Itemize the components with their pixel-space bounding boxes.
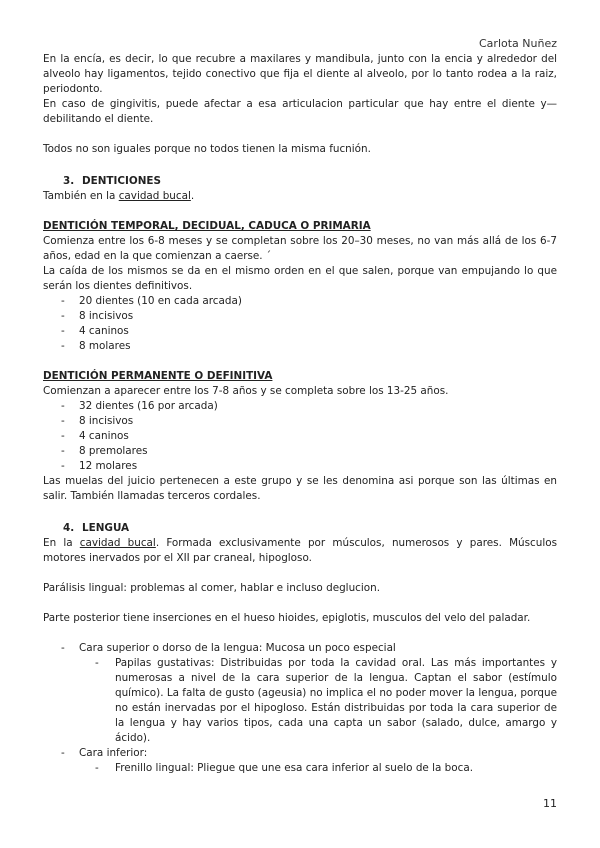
section-heading-denticiones	[43, 174, 557, 189]
temporal-list	[43, 294, 557, 354]
list-item: - 4 caninos	[61, 324, 557, 339]
lengua-paragraph-posterior: Parte posterior tiene inserciones en el hueso hioides, epiglotis, musculos del velo del paladar.	[43, 612, 531, 624]
intro-paragraph-periodonto: En la encía, es decir, lo que recubre a maxilares y mandibula, junto con la encia y alrededor del alveolo hay ligamentos, tejido conectivo que fija el diente al alveolo, por lo tanto rodea a la raiz, periodonto.	[43, 53, 557, 95]
header-author: Carlota Nuñez	[479, 37, 557, 50]
list-item: - 8 molares	[61, 339, 557, 354]
intro-suffix: . Formada exclusivamente por músculos, numerosos y pares. Músculos motores inervados por el XII par craneal, hipogloso.	[43, 537, 557, 564]
list-item-frenillo: - Frenillo lingual: Pliegue que une esa cara inferior al suelo de la boca.	[95, 761, 557, 776]
lengua-paragraph-paralisis: Parálisis lingual: problemas al comer, hablar e incluso deglucion.	[43, 582, 380, 594]
page-content	[43, 52, 557, 776]
page-number: 11	[543, 797, 557, 810]
section-number: 3.	[63, 175, 75, 187]
subheading-temporal: DENTICIÓN TEMPORAL, DECIDUAL, CADUCA O PRIMARIA	[43, 220, 371, 232]
cara-inferior-sublist	[79, 761, 557, 776]
intro-text: En la	[43, 537, 80, 549]
cavidad-bucal-link[interactable]: cavidad bucal	[118, 190, 191, 202]
list-item-papilas: - Papilas gustativas: Distribuidas por toda la cavidad oral. Las más importantes y numerosas a nivel de la cara superior de la lengua. Captan el sabor (estímulo químico). La falta de gusto (ageusia) no implica el no poder mover la lengua, porque no están inervadas por el hipogloso. Están distribuidas por toda la cara superior de la lengua y hay varios tipos, cada una capta un sabor (salado, dulce, amargo y ácido).	[95, 656, 557, 746]
section-intro	[43, 189, 557, 204]
list-item-text: Cara inferior:	[79, 747, 148, 759]
section-heading-lengua	[43, 521, 557, 536]
list-item: - 8 premolares	[61, 444, 557, 459]
list-item-cara-inferior	[61, 746, 557, 776]
lengua-list	[43, 641, 557, 776]
intro-paragraph-gingivitis: En caso de gingivitis, puede afectar a esa articulacion particular que hay entre el diente y— debilitando el diente.	[43, 98, 557, 125]
intro-text: También en la	[43, 190, 119, 202]
list-item: - 8 incisivos	[61, 309, 557, 324]
subheading-permanente: DENTICIÓN PERMANENTE O DEFINITIVA	[43, 370, 273, 382]
section-title: DENTICIONES	[82, 175, 161, 187]
temporal-paragraph-edad: Comienza entre los 6-8 meses y se completan sobre los 20–30 meses, no van más allá de los 6-7 años, edad en la que comienzan a caerse. ´	[43, 235, 557, 262]
temporal-paragraph-caida: La caída de los mismos se da en el mismo orden en el que salen, porque van empujando lo que serán los dientes definitivos.	[43, 265, 557, 292]
intro-paragraph-diferencias: Todos no son iguales porque no todos tienen la misma fucnión.	[43, 143, 371, 155]
list-item: - 32 dientes (16 por arcada)	[61, 399, 557, 414]
permanente-paragraph-edad: Comienzan a aparecer entre los 7-8 años y se completa sobre los 13-25 años.	[43, 385, 449, 397]
section-number: 4.	[63, 522, 75, 534]
intro-suffix: .	[190, 190, 195, 202]
list-item: - 8 incisivos	[61, 414, 557, 429]
list-item-cara-superior	[61, 641, 557, 746]
list-item-text: Cara superior o dorso de la lengua: Mucosa un poco especial	[79, 642, 396, 654]
cara-superior-sublist	[79, 656, 557, 746]
list-item: - 20 dientes (10 en cada arcada)	[61, 294, 557, 309]
permanente-list	[43, 399, 557, 474]
section-title: LENGUA	[82, 522, 130, 534]
permanente-paragraph-juicio: Las muelas del juicio pertenecen a este grupo y se les denomina asi porque son las últimas en salir. También llamadas terceros cordales.	[43, 475, 557, 502]
list-item: - 4 caninos	[61, 429, 557, 444]
list-item: - 12 molares	[61, 459, 557, 474]
lengua-paragraph-intro	[43, 536, 557, 566]
cavidad-bucal-link[interactable]: cavidad bucal	[79, 537, 156, 549]
